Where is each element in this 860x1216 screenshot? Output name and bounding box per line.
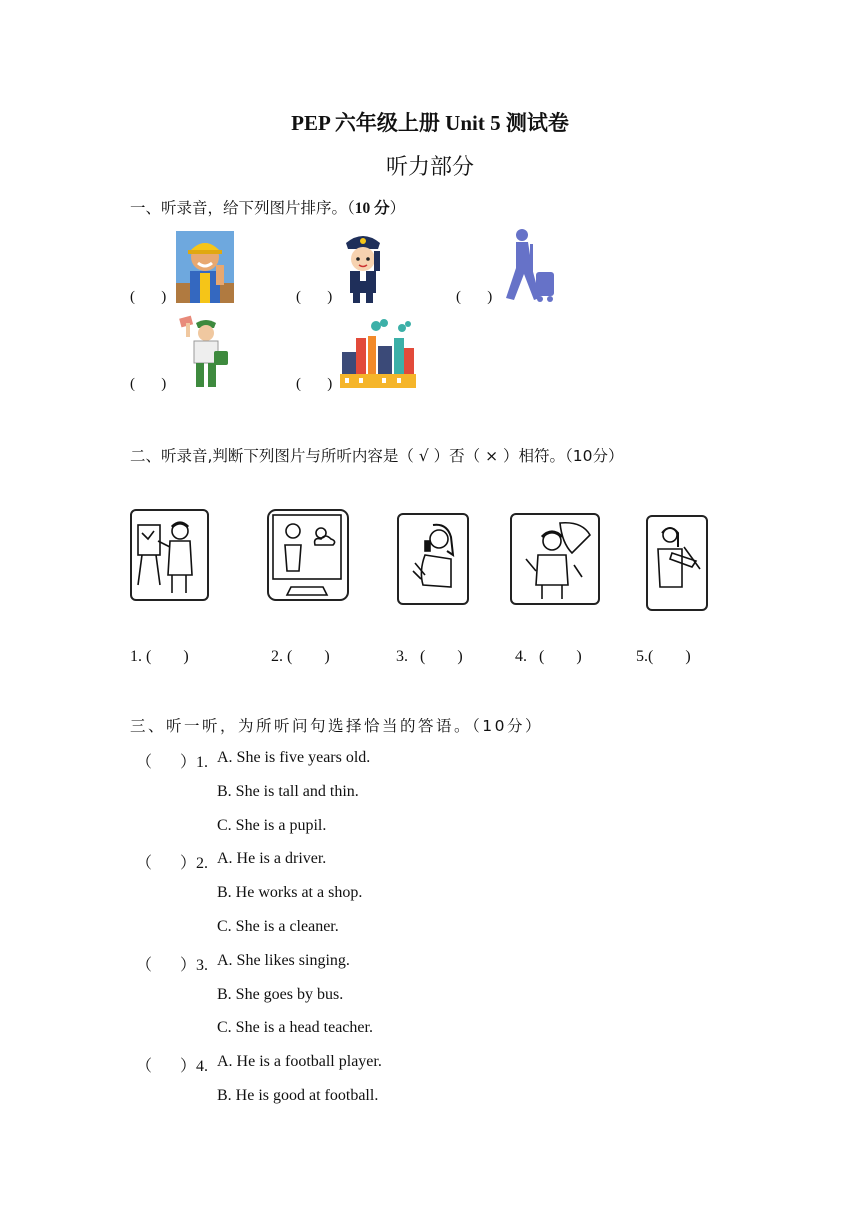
judge-label-4[interactable]: 4. ( ) <box>515 648 582 665</box>
section3-heading: 三、听一听，为所听问句选择恰当的答语。（10分） <box>130 717 543 735</box>
q3-option-c: C. She is a head teacher. <box>217 1019 373 1036</box>
blank-1[interactable]: ( ) <box>130 289 167 305</box>
blank-2[interactable]: ( ) <box>296 289 333 305</box>
q3-option-b: B. She goes by bus. <box>217 986 344 1003</box>
page-title: PEP 六年级上册 Unit 5 测试卷 <box>291 111 569 135</box>
walking-traveler-icon <box>500 226 560 304</box>
pilot-icon <box>510 513 600 605</box>
question-3-prefix[interactable]: （ ）3. <box>136 957 209 974</box>
q2-option-b: B. He works at a shop. <box>217 884 363 901</box>
police-officer-icon <box>338 229 388 305</box>
q1-option-a: A. She is five years old. <box>217 749 371 766</box>
weather-reporter-icon <box>267 509 349 601</box>
page-subtitle: 听力部分 <box>385 155 474 180</box>
violinist-icon <box>646 515 708 611</box>
judge-label-2[interactable]: 2. ( ) <box>271 648 330 665</box>
postman-icon <box>178 313 234 389</box>
factory-icon <box>340 318 416 390</box>
blank-3[interactable]: ( ) <box>456 289 493 305</box>
judge-label-1[interactable]: 1. ( ) <box>130 648 189 665</box>
judge-label-5[interactable]: 5.( ) <box>636 648 691 665</box>
q4-option-a: A. He is a football player. <box>217 1053 382 1070</box>
q2-option-c: C. She is a cleaner. <box>217 918 339 935</box>
section2-heading: 二、听录音,判断下列图片与所听内容是（ √ ）否（ × ）相符。（10分） <box>130 447 624 465</box>
artist-icon <box>130 509 209 601</box>
woman-phone-icon <box>397 513 469 605</box>
q1-option-b: B. She is tall and thin. <box>217 783 359 800</box>
q3-option-a: A. She likes singing. <box>217 952 350 969</box>
worker-icon <box>176 231 234 303</box>
question-2-prefix[interactable]: （ ）2. <box>136 855 209 872</box>
blank-4[interactable]: ( ) <box>130 376 167 392</box>
blank-5[interactable]: ( ) <box>296 376 333 392</box>
question-4-prefix[interactable]: （ ）4. <box>136 1058 209 1075</box>
judge-label-3[interactable]: 3. ( ) <box>396 648 463 665</box>
q4-option-b: B. He is good at football. <box>217 1087 379 1104</box>
section1-heading: 一、听录音，给下列图片排序。（10 分） <box>130 199 406 217</box>
q1-option-c: C. She is a pupil. <box>217 817 327 834</box>
question-1-prefix[interactable]: （ ）1. <box>136 754 209 771</box>
q2-option-a: A. He is a driver. <box>217 850 327 867</box>
